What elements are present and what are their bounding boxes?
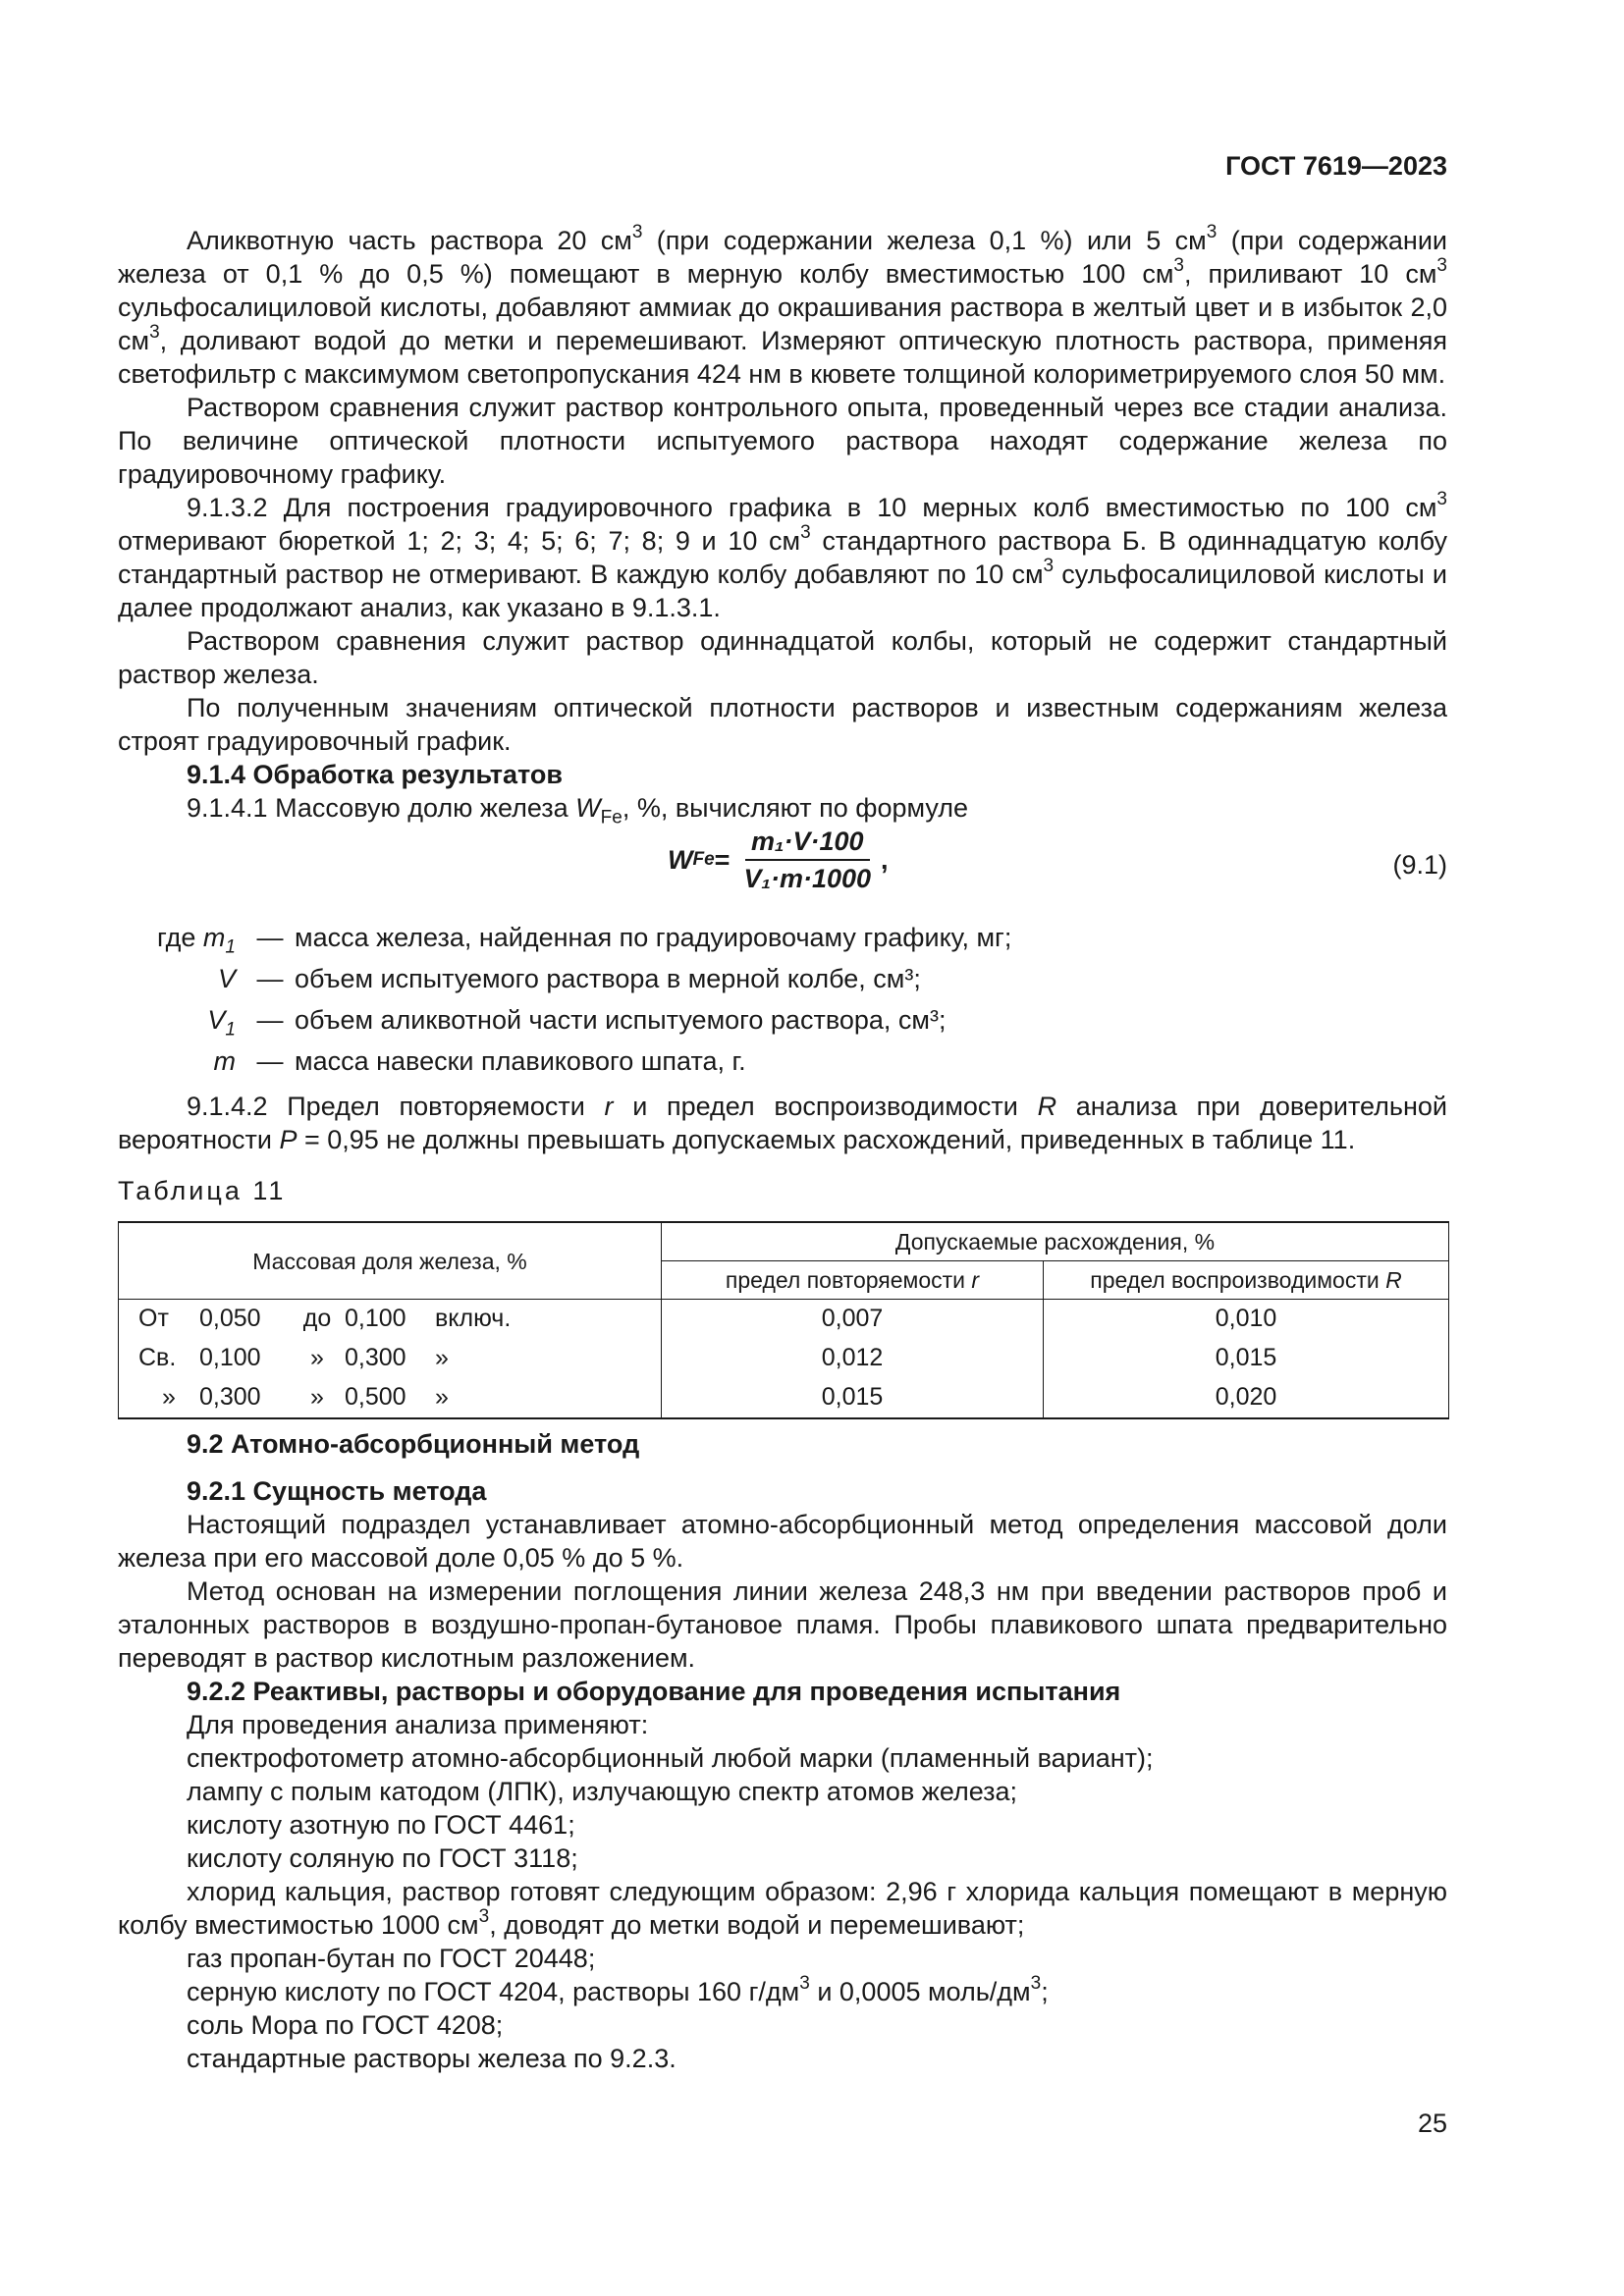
heading-9-2: 9.2 Атомно-абсорбционный метод xyxy=(187,1429,640,1459)
table-header-mass-fraction: Массовая доля железа, % xyxy=(119,1222,662,1300)
list-item: серную кислоту по ГОСТ 4204, растворы 160 $г/дм^3$ и 0,0005 моль/$дм^3$; xyxy=(187,1973,1049,2006)
list-item: Для проведения анализа применяют: xyxy=(187,1710,649,1739)
document-code: ГОСТ 7619—2023 xyxy=(1225,151,1447,181)
paragraph-9-1-4-2: 9.1.4.2 Предел повторяемости r и предел воспроизводимости R анализа при доверительной вероятности P = 0,95 не должны превышать допускаемых расхождений, приведенных в таблице 11. xyxy=(118,1092,1448,1154)
list-item: кислоту соляную по ГОСТ 3118; xyxy=(187,1843,578,1873)
definition-m1: масса железа, найденная по градуировочаму графику, мг; xyxy=(295,923,1012,952)
page-number: 25 xyxy=(1417,2109,1447,2138)
formula-fraction xyxy=(737,827,877,893)
formula-denominator: V₁·m·1000 xyxy=(743,864,872,893)
list-item: спектрофотометр атомно-абсорбционный любой марки (пламенный вариант); xyxy=(187,1743,1154,1773)
variable-definitions: где $m_1$ — масса железа, найденная по градуировочаму графику, мг; V — объем испытуемого раствора в мерной колбе, см³; $V_1$ — объем аликвотной части испытуемого раствора, см³; m — масса навески плавикового шпата, г. xyxy=(118,921,1447,1078)
paragraph-9-1-4-1: 9.1.4.1 Массовую долю железа $W_{Fe}$, %, вычисляют по формуле xyxy=(187,793,969,828)
paragraph-calibration-graph: По полученным значениям оптической плотности растворов и известным содержаниям железа строят градуировочный график. xyxy=(118,693,1447,756)
table-11 xyxy=(118,1221,1449,1419)
formula-expression: W Fe = $\frac{\text{m₁·V·100}}{\text{V₁·m·1000}}$ , xyxy=(668,827,889,893)
table-caption: Таблица 11 xyxy=(118,1176,287,1205)
heading-9-1-4: 9.1.4 Обработка результатов xyxy=(187,760,563,789)
document-body xyxy=(118,224,1447,2075)
table-header-repeatability: предел повторяемости r xyxy=(662,1261,1044,1300)
table-row: От 0,050 до 0,100 включ. 0,007 0,010 xyxy=(119,1300,1449,1340)
list-item: газ пропан-бутан по ГОСТ 20448; xyxy=(187,1944,596,1973)
list-item: хлорид кальция, раствор готовят следующим образом: 2,96 г хлорида кальция помещают в мерную колбу вместимостью 1000 $см^3$, доводят до метки водой и перемешивают; xyxy=(118,1877,1447,1940)
paragraph-scope: Настоящий подраздел устанавливает атомно-абсорбционный метод определения массовой доли железа при его массовой доле 0,05 % до 5 %. xyxy=(118,1510,1447,1573)
table-row: » 0,300 » 0,500 » 0,015 0,020 xyxy=(119,1378,1449,1418)
table-row: Св. 0,100 » 0,300 » 0,012 0,015 xyxy=(119,1339,1449,1378)
paragraph-reference-solution: Раствором сравнения служит раствор контрольного опыта, проведенный через все стадии анализа. По величине оптической плотности испытуемого раствора находят содержание железа по градуировочному графику. xyxy=(118,393,1447,489)
list-item: стандартные растворы железа по 9.2.3. xyxy=(187,2044,677,2073)
paragraph-aliquot: Аликвотную часть раствора 20 $см^3$ (при содержании железа 0,1 %) или 5 $см^3$ (при содержании железа от 0,1 % до 0,5 %) помещают в мерную колбу вместимостью 100 $см^3$, приливают 10 $см^3$ сульфосалициловой кислоты, добавляют аммиак до окрашивания раствора в желтый цвет и в избыток 2,0 $см^3$, доливают водой до метки и перемешивают. Измеряют оптическую плотность раствора, применяя светофильтр с максимумом светопропускания 424 нм в кювете толщиной колориметрируемого слоя 50 мм. xyxy=(118,222,1447,389)
heading-9-2-2: 9.2.2 Реактивы, растворы и оборудование для проведения испытания xyxy=(187,1677,1121,1706)
paragraph-9-1-3-2: 9.1.3.2 Для построения градуировочного графика в 10 мерных колб вместимостью по 100 $см^3$ отмеривают бюреткой 1; 2; 3; 4; 5; 6; 7; 8; 9 и 10 $см^3$ стандартного раствора Б. В одиннадцатую колбу стандартный раствор не отмеривают. В каждую колбу добавляют по 10 $см^3$ сульфосалициловой кислоты и далее продолжают анализ, как указано в 9.1.3.1. xyxy=(118,489,1448,622)
definition-m: масса навески плавикового шпата, г. xyxy=(295,1046,746,1076)
list-item: кислоту азотную по ГОСТ 4461; xyxy=(187,1810,575,1840)
formula-numerator: m₁·V·100 xyxy=(745,827,870,861)
definition-V: объем испытуемого раствора в мерной колбе, см³; xyxy=(295,964,921,993)
paragraph-eleventh-flask: Раствором сравнения служит раствор одиннадцатой колбы, который не содержит стандартный раствор железа. xyxy=(118,626,1447,689)
table-header-reproducibility: предел воспроизводимости R xyxy=(1044,1261,1449,1300)
table-header-allowed-deviation: Допускаемые расхождения, % xyxy=(662,1222,1449,1261)
heading-9-2-1: 9.2.1 Сущность метода xyxy=(187,1476,487,1506)
formula-number: (9.1) xyxy=(1392,850,1447,880)
paragraph-method-basis: Метод основан на измерении поглощения линии железа 248,3 нм при введении растворов проб и эталонных растворов в воздушно-пропан-бутановое пламя. Пробы плавикового шпата предварительно переводят в раствор кислотным разложением. xyxy=(118,1576,1447,1673)
list-item: соль Мора по ГОСТ 4208; xyxy=(187,2010,504,2040)
formula-9-1 xyxy=(118,827,1447,907)
list-item: лампу с полым катодом (ЛПК), излучающую спектр атомов железа; xyxy=(187,1777,1018,1806)
definition-V1: объем аликвотной части испытуемого раствора, см³; xyxy=(295,1005,947,1035)
